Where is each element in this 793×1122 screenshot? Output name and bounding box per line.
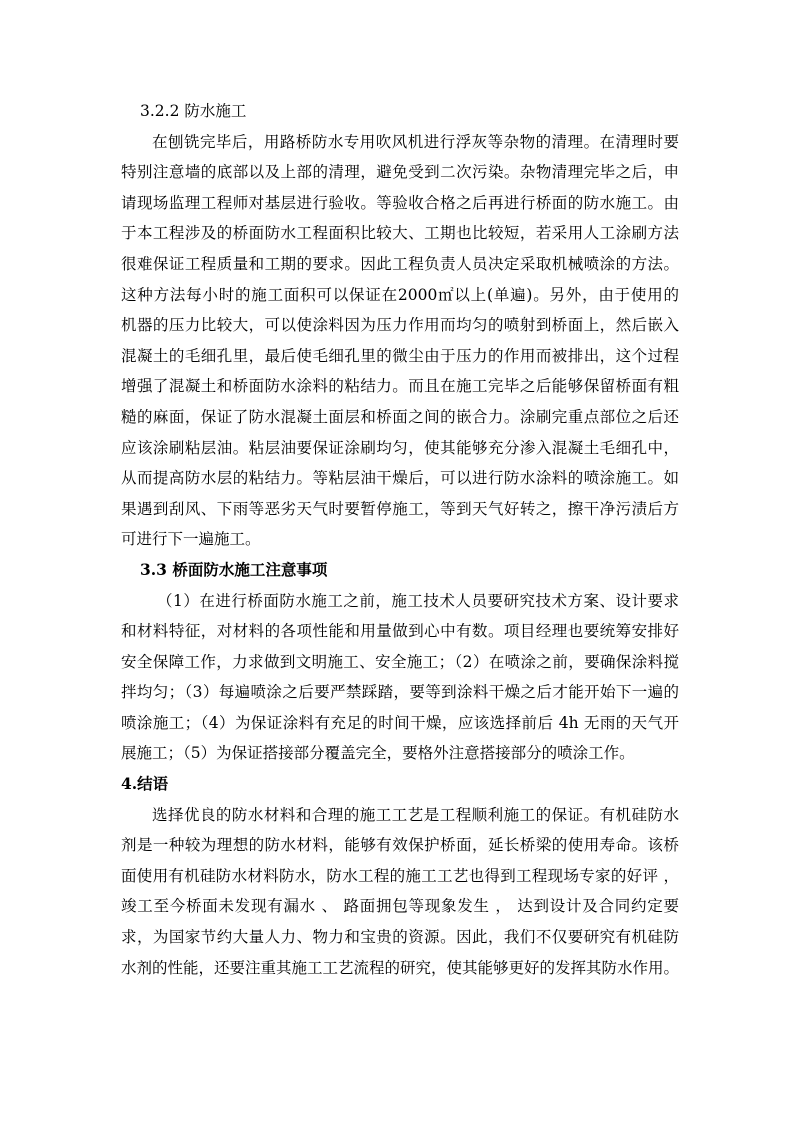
paragraph-line: 剂是一种较为理想的防水材料，能够有效保护桥面，延长桥梁的使用寿命。该桥 bbox=[121, 836, 679, 855]
paragraph-line: 展施工；（5）为保证搭接部分覆盖完全，要格外注意搭接部分的喷涂工作。 bbox=[121, 744, 635, 763]
paragraph-line: 混凝土的毛细孔里，最后使毛细孔里的微尘由于压力的作用而被排出，这个过程 bbox=[121, 346, 679, 365]
paragraph-line: 机器的压力比较大，可以使涂料因为压力作用而均匀的喷射到桥面上，然后嵌入 bbox=[121, 316, 679, 335]
paragraph-line: 可进行下一遍施工。 bbox=[121, 530, 261, 549]
paragraph-line: 增强了混凝土和桥面防水涂料的粘结力。而且在施工完毕之后能够保留桥面有粗 bbox=[121, 377, 679, 396]
paragraph-line: 从而提高防水层的粘结力。等粘层油干燥后，可以进行防水涂料的喷涂施工。如 bbox=[121, 469, 679, 488]
document-body bbox=[121, 96, 679, 983]
paragraph-line: 请现场监理工程师对基层进行验收。等验收合格之后再进行桥面的防水施工。由 bbox=[121, 193, 679, 212]
paragraph-line: 喷涂施工；（4）为保证涂料有充足的时间干燥，应该选择前后 4h 无雨的天气开 bbox=[121, 713, 679, 732]
paragraph-line: 面使用有机硅防水材料防水，防水工程的施工工艺也得到工程现场专家的好评 ， bbox=[121, 866, 679, 885]
paragraph-line: 和材料特征，对材料的各项性能和用量做到心中有数。项目经理也要统筹安排好 bbox=[121, 622, 679, 641]
section-heading-3-2-2: 3.2.2 防水施工 bbox=[140, 102, 247, 120]
paragraph-line: （1）在进行桥面防水施工之前，施工技术人员要研究技术方案、设计要求 bbox=[157, 591, 679, 610]
paragraph-line: 拌均匀；（3）每遍喷涂之后要严禁踩踏，要等到涂料干燥之后才能开始下一遍的 bbox=[121, 683, 679, 702]
section-heading-4: 4.结语 bbox=[121, 774, 169, 794]
paragraph-line: 选择优良的防水材料和合理的施工工艺是工程顺利施工的保证。有机硅防水 bbox=[152, 805, 679, 824]
paragraph-line: 很难保证工程质量和工期的要求。因此工程负责人员决定采取机械喷涂的方法。 bbox=[121, 254, 679, 273]
paragraph-line: 求，为国家节约大量人力、物力和宝贵的资源。因此，我们不仅要研究有机硅防 bbox=[121, 928, 679, 947]
paragraph-line: 特别注意墙的底部以及上部的清理，避免受到二次污染。杂物清理完毕之后，申 bbox=[121, 163, 679, 182]
paragraph-line: 在刨铣完毕后，用路桥防水专用吹风机进行浮灰等杂物的清理。在清理时要 bbox=[152, 132, 679, 151]
paragraph-line: 水剂的性能，还要注重其施工工艺流程的研究，使其能够更好的发挥其防水作用。 bbox=[121, 958, 680, 977]
paragraph-line: 应该涂刷粘层油。粘层油要保证涂刷均匀，使其能够充分渗入混凝土毛细孔中， bbox=[121, 438, 679, 457]
paragraph-line: 竣工至今桥面未发现有漏水 、 路面拥包等现象发生 ， 达到设计及合同约定要 bbox=[121, 897, 679, 916]
paragraph-line: 这种方法每小时的施工面积可以保证在2000㎡以上(单遍)。另外，由于使用的 bbox=[121, 285, 679, 304]
section-heading-3-3: 3.3 桥面防水施工注意事项 bbox=[140, 559, 328, 579]
paragraph-line: 安全保障工作，力求做到文明施工、安全施工；（2）在喷涂之前，要确保涂料搅 bbox=[121, 652, 679, 671]
paragraph-line: 果遇到刮风、下雨等恶劣天气时要暂停施工，等到天气好转之，擦干净污渍后方 bbox=[121, 499, 679, 518]
paragraph-line: 于本工程涉及的桥面防水工程面积比较大、工期也比较短，若采用人工涂刷方法 bbox=[121, 224, 679, 243]
paragraph-line: 糙的麻面，保证了防水混凝土面层和桥面之间的嵌合力。涂刷完重点部位之后还 bbox=[121, 407, 679, 426]
